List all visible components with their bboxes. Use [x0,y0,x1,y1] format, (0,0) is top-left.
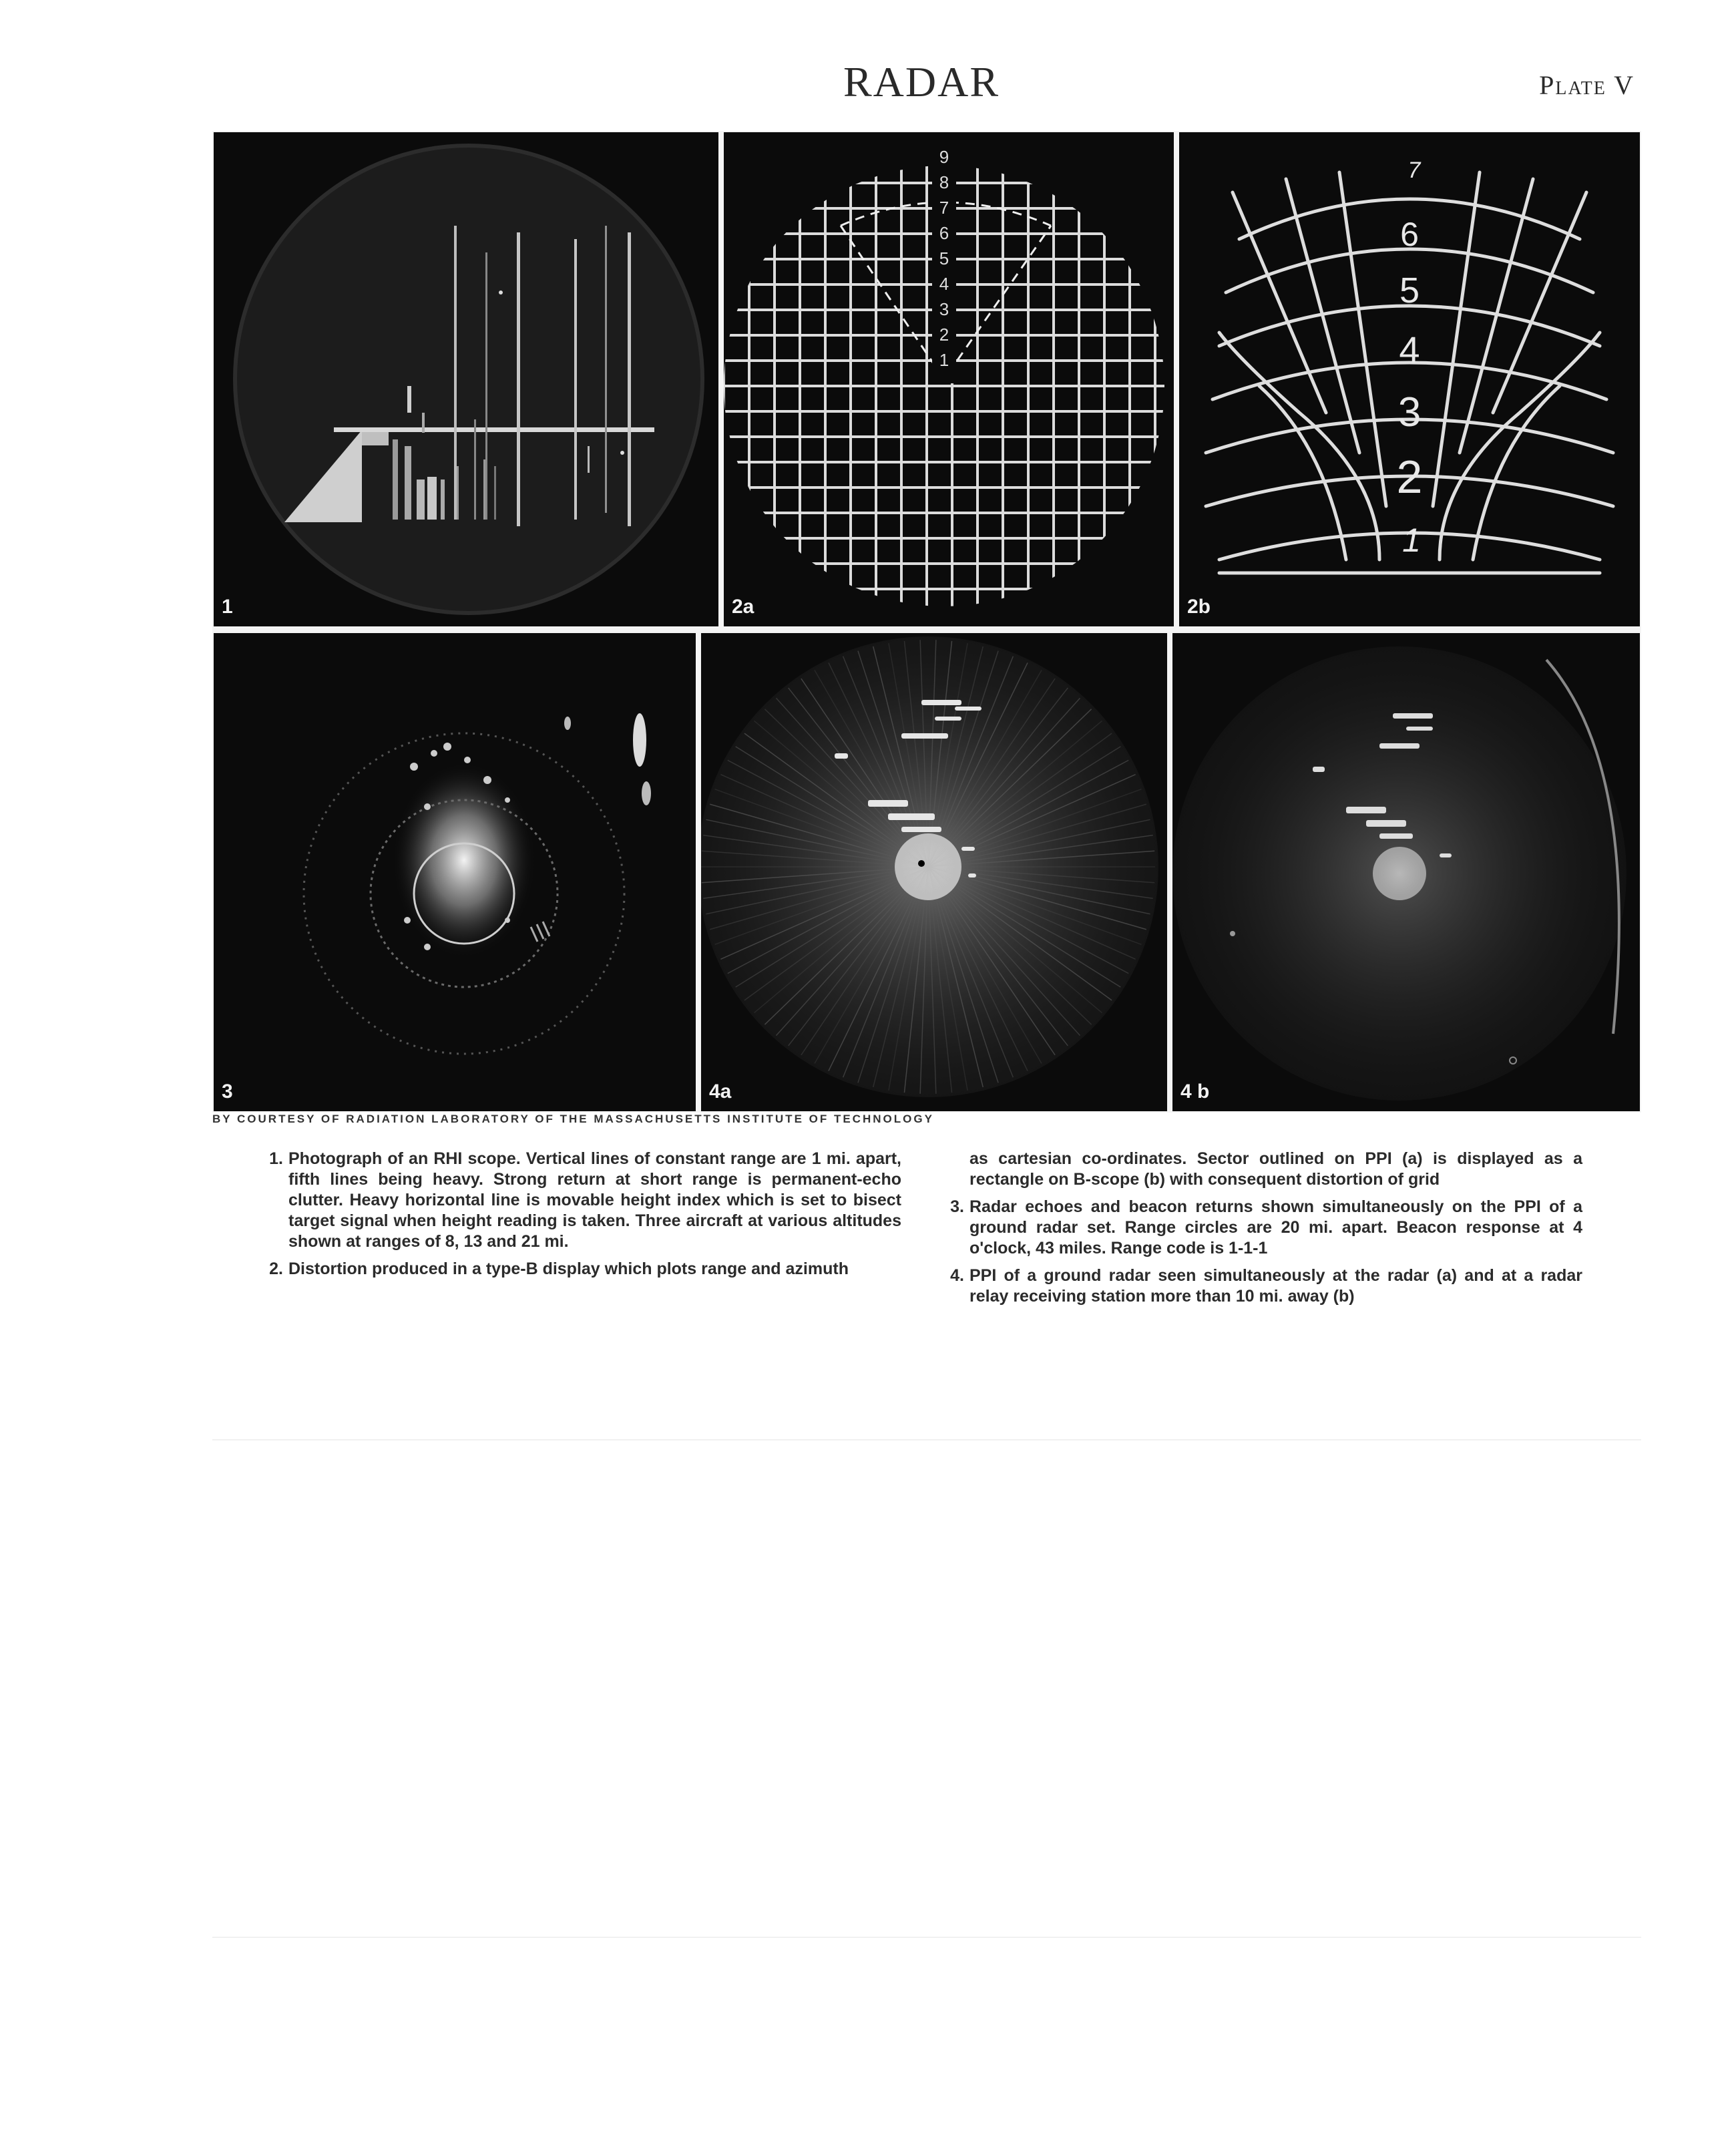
panel-1-rhi-scope [214,132,718,626]
caption-number: 3. [950,1197,964,1216]
scan-artifact-line [212,1937,1641,1938]
grid-number: 4 [939,274,949,294]
panel-3-ppi-beacon [214,633,696,1111]
grid-number: 2 [939,325,949,345]
caption-number: 1. [269,1149,283,1168]
grid-number: 6 [939,223,949,243]
rhi-scope-photo-icon [214,132,718,626]
panel-2a-ppi-grid [724,132,1174,626]
caption-text: Distortion produced in a type-B display which plots range and azimuth [288,1259,849,1278]
grid-number: 6 [1400,216,1419,253]
caption-2 [240,1259,901,1280]
grid-number: 3 [1397,389,1422,435]
photo-plate [212,131,1641,1113]
caption-4 [921,1265,1582,1307]
panel-label: 4 b [1180,1081,1210,1103]
scan-artifact-line [212,1439,1641,1440]
caption-number: 2. [269,1259,283,1278]
grid-number: 9 [939,147,949,167]
ppi-grid-photo-icon [724,132,1174,626]
grid-number: 8 [939,172,949,192]
panel-label: 1 [222,596,233,618]
grid-number: 5 [1399,270,1420,311]
b-scope-grid-photo-icon [1179,132,1640,626]
photo-credit: BY COURTESY OF RADIATION LABORATORY OF THE MASSACHUSETTS INSTITUTE OF TECHNOLOGY [212,1113,934,1125]
panel-4b-ppi-relay [1172,633,1640,1111]
caption-column-left [240,1149,901,1286]
panel-label: 4a [709,1081,732,1103]
grid-number: 2 [1396,451,1423,503]
grid-number: 5 [939,248,949,268]
panel-label: 2a [732,596,754,618]
caption-1 [240,1149,901,1252]
ppi-beacon-photo-icon [214,633,696,1111]
grid-number: 3 [939,299,949,319]
caption-text: Radar echoes and beacon returns shown simultaneously on the PPI of a ground radar set. Range circles are 20 mi. apart. Beacon response at 4 o'clock, 43 miles. Range code is 1-1-1 [969,1197,1582,1257]
panel-label: 3 [222,1081,233,1103]
panel-4a-ppi-radar [701,633,1167,1111]
ppi-radar-photo-icon [701,633,1167,1111]
grid-number: 7 [939,198,949,218]
caption-text: PPI of a ground radar seen simultaneously at the radar (a) and at a radar relay receiving station more than 10 mi. away (b) [969,1266,1582,1306]
caption-2-continued: as cartesian co-ordinates. Sector outlined on PPI (a) is displayed as a rectangle on B-scope (b) with consequent distortion of grid [969,1149,1582,1189]
page-title: RADAR [843,58,1000,106]
caption-3 [921,1197,1582,1259]
caption-number: 4. [950,1266,964,1285]
grid-number: 1 [1402,522,1421,559]
plate-number: Plate V [1539,70,1635,100]
ppi-relay-photo-icon [1172,633,1640,1111]
panel-2b-b-scope [1179,132,1640,626]
panel-label: 2b [1187,596,1211,618]
grid-number: 1 [939,350,949,370]
grid-number: 4 [1399,329,1420,371]
grid-number: 7 [1407,158,1421,183]
caption-text: Photograph of an RHI scope. Vertical lines of constant range are 1 mi. apart, fifth lines being heavy. Strong return at short range is permanent-echo clutter. Heavy horizontal line is movable height index which is set to bisect target signal when height reading is taken. Three aircraft at various altitudes shown at ranges of 8, 13 and 21 mi. [288,1149,901,1251]
caption-column-right [921,1149,1582,1314]
